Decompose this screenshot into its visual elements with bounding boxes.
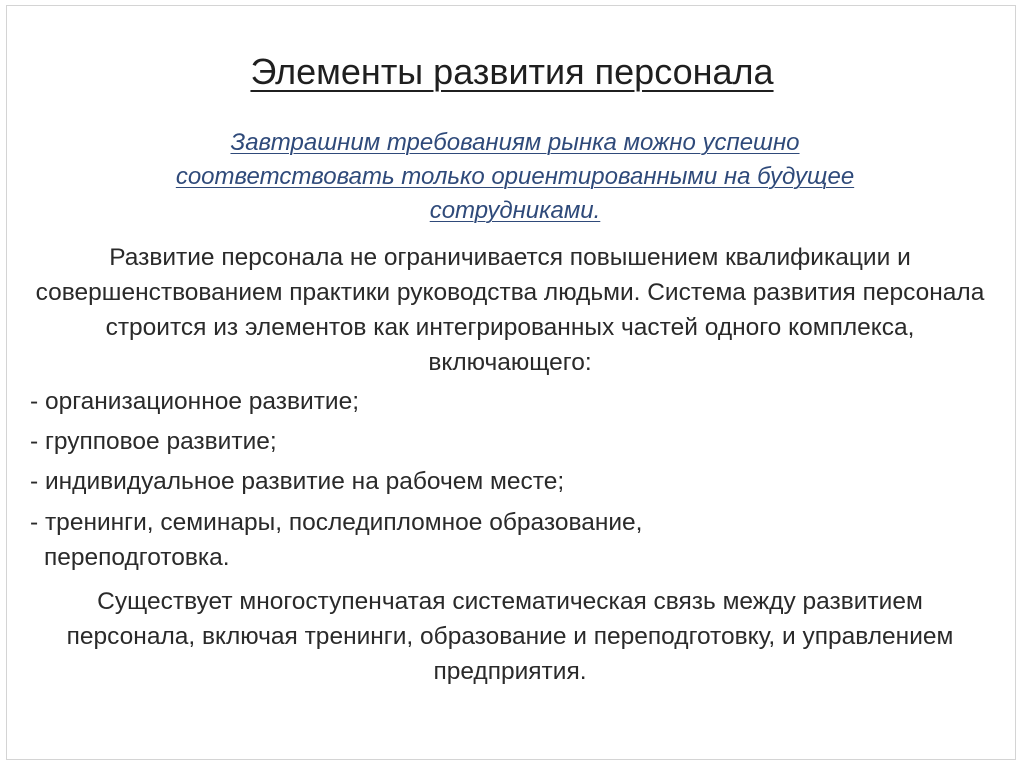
paragraph-intro: Развитие персонала не ограничивается повышением квалификации и совершенствованием практики руководства людьми. Система развития персонала строится из элементов как интегрированных частей одного комплекса, включающего: [35, 244, 985, 376]
list-item: - тренинги, семинары, последипломное образование, [30, 509, 643, 536]
paragraph-conclusion: Существует многоступенчатая систематическая связь между развитием персонала, включая тренинги, образование и переподготовку, и управлением предприятия. [66, 588, 954, 685]
list-item: - организационное развитие; [30, 388, 360, 415]
lead-quote: Завтрашним требованиям рынка можно успешно соответствовать только ориентированными на будущее сотрудниками. [175, 129, 855, 224]
list-item: - индивидуальное развитие на рабочем месте; [30, 468, 565, 495]
list-item-continuation: переподготовка. [44, 544, 230, 571]
slide-title: Элементы развития персонала [250, 51, 774, 92]
list-item: - групповое развитие; [30, 428, 277, 455]
